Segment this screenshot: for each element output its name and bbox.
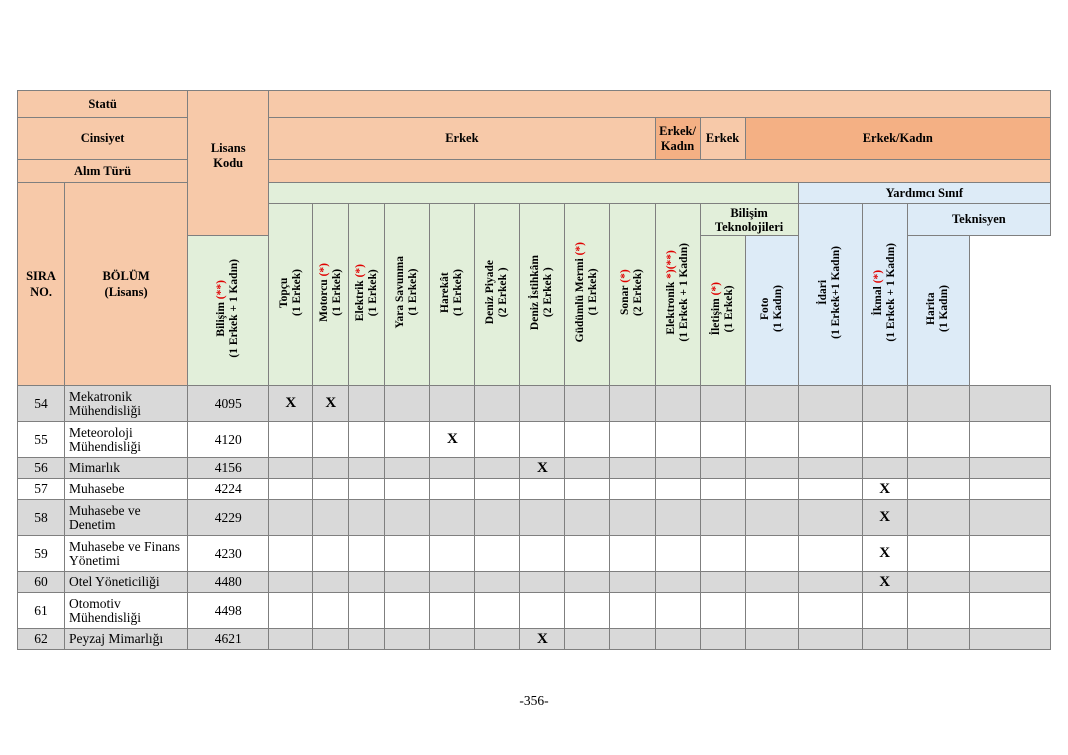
row-mark-cell (520, 593, 565, 629)
table-row (18, 500, 1051, 536)
row-mark-cell: X (313, 386, 349, 422)
row-bolum: Peyzaj Mimarlığı (65, 629, 188, 650)
elektronik-dstar: (**) (664, 250, 677, 270)
row-mark-cell (269, 629, 313, 650)
row-mark-cell (349, 629, 385, 650)
row-mark-cell (798, 536, 862, 572)
row-mark-cell (475, 458, 520, 479)
row-mark-cell (520, 536, 565, 572)
row-mark-cell (430, 386, 475, 422)
col-deniz-istihkam (520, 204, 565, 386)
row-mark-cell (798, 458, 862, 479)
row-mark-cell (655, 500, 700, 536)
sonar-label: Sonar (619, 285, 632, 316)
row-mark-cell (907, 629, 969, 650)
row-mark-cell (565, 572, 610, 593)
row-mark-cell (385, 500, 430, 536)
col-ikmal (862, 204, 907, 386)
gudumlu-mermi-label: Güdümlü Mermi (574, 258, 587, 343)
row-mark-cell (565, 536, 610, 572)
row-mark-cell (798, 593, 862, 629)
row-bolum: Muhasebe (65, 479, 188, 500)
col-motorcu (313, 204, 349, 386)
row-mark-cell (700, 386, 745, 422)
row-bolum: Muhasebe ve Denetim (65, 500, 188, 536)
row-mark-cell (798, 422, 862, 458)
col-harekat (430, 204, 475, 386)
col-yara-savunma (385, 204, 430, 386)
row-mark-cell (565, 479, 610, 500)
row-mark-cell (798, 629, 862, 650)
row-mark-cell (655, 422, 700, 458)
table-row (18, 479, 1051, 500)
col-harita (907, 236, 969, 386)
row-mark-cell (430, 458, 475, 479)
row-mark-cell (907, 422, 969, 458)
row-lisans-kodu: 4224 (188, 479, 269, 500)
row-mark-cell (969, 422, 1050, 458)
row-mark-cell (610, 536, 655, 572)
row-mark-cell (385, 458, 430, 479)
data-rows (18, 386, 1051, 650)
row-lisans-kodu: 4621 (188, 629, 269, 650)
row-number: 60 (18, 572, 65, 593)
row-mark-cell (475, 500, 520, 536)
col-idari (798, 204, 862, 386)
lisans-kodu-header (188, 91, 269, 236)
row-mark-cell (969, 386, 1050, 422)
row-lisans-kodu: 4498 (188, 593, 269, 629)
harita-count: (1 Kadın) (938, 285, 951, 332)
row-mark-cell (969, 629, 1050, 650)
row-mark-cell (269, 458, 313, 479)
row-mark-cell (745, 386, 798, 422)
row-mark-cell (745, 422, 798, 458)
idari-count: (1 Erkek+1 Kadın) (830, 246, 843, 339)
row-mark-cell (385, 572, 430, 593)
row-lisans-kodu: 4230 (188, 536, 269, 572)
row-number: 61 (18, 593, 65, 629)
bilisim-dstar: (**) (215, 280, 228, 300)
harekat-label: Harekât (439, 272, 452, 313)
row-mark-cell (430, 500, 475, 536)
row-mark-cell (349, 536, 385, 572)
table-row (18, 386, 1051, 422)
row-mark-cell (610, 386, 655, 422)
deniz-istihkam-count: (2 Erkek ) (542, 267, 555, 318)
row-bolum: Otomotiv Mühendisliği (65, 593, 188, 629)
elektronik-label: Elektronik (664, 281, 677, 335)
row-mark-cell: X (520, 629, 565, 650)
row-mark-cell (430, 572, 475, 593)
row-mark-cell (862, 593, 907, 629)
ikmal-star: (*) (871, 269, 884, 284)
row-mark-cell (385, 536, 430, 572)
row-lisans-kodu: 4095 (188, 386, 269, 422)
statu-label: Statü (18, 91, 188, 118)
row-mark-cell (565, 593, 610, 629)
row-mark-cell: X (862, 500, 907, 536)
table-row (18, 536, 1051, 572)
cinsiyet-erkek-kadin: Erkek/Kadın (745, 118, 1050, 160)
row-bolum: Mimarlık (65, 458, 188, 479)
row-mark-cell (475, 593, 520, 629)
row-mark-cell (349, 458, 385, 479)
row-mark-cell (475, 386, 520, 422)
row-mark-cell (313, 458, 349, 479)
row-mark-cell (745, 458, 798, 479)
row-mark-cell (269, 572, 313, 593)
bilisim-label: Bilişim (215, 302, 228, 337)
row-mark-cell (610, 572, 655, 593)
elektronik-count: (1 Erkek + 1 Kadın) (677, 243, 690, 342)
row-mark-cell (862, 422, 907, 458)
row-mark-cell: X (862, 572, 907, 593)
harekat-count: (1 Erkek) (452, 269, 465, 316)
row-mark-cell (430, 536, 475, 572)
row-bolum: Otel Yöneticiliği (65, 572, 188, 593)
row-mark-cell: X (269, 386, 313, 422)
row-lisans-kodu: 4120 (188, 422, 269, 458)
sira-no-header: SIRA NO. (18, 183, 65, 386)
branch-group-blank (269, 183, 798, 204)
sonar-count: (2 Erkek) (632, 269, 645, 316)
row-mark-cell (520, 386, 565, 422)
row-mark-cell (313, 572, 349, 593)
row-mark-cell (349, 593, 385, 629)
sonar-star: (*) (619, 269, 632, 284)
row-mark-cell (565, 458, 610, 479)
deniz-istihkam-label: Deniz İstihkâm (529, 254, 542, 331)
row-mark-cell (385, 386, 430, 422)
row-mark-cell (655, 572, 700, 593)
yara-savunma-label: Yara Savunma (394, 256, 407, 329)
deniz-piyade-count: (2 Erkek ) (497, 267, 510, 318)
deniz-piyade-label: Deniz Piyade (484, 260, 497, 325)
ikmal-count: (1 Erkek + 1 Kadın) (884, 243, 897, 342)
row-mark-cell (313, 500, 349, 536)
row-number: 54 (18, 386, 65, 422)
elektrik-label: Elektrik (353, 280, 366, 322)
row-mark-cell (969, 572, 1050, 593)
bolum-label: BÖLÜM (102, 269, 150, 283)
foto-label: Foto (758, 297, 771, 320)
bilisim-teknolojileri-header: Bilişim Teknolojileri (700, 204, 798, 236)
motorcu-star: (*) (317, 263, 330, 277)
row-mark-cell (610, 593, 655, 629)
elektrik-star: (*) (353, 263, 366, 278)
row-mark-cell (520, 422, 565, 458)
row-mark-cell (655, 479, 700, 500)
row-mark-cell (655, 386, 700, 422)
foto-count: (1 Kadın) (771, 285, 784, 332)
row-mark-cell (907, 458, 969, 479)
row-mark-cell (565, 422, 610, 458)
row-mark-cell (862, 629, 907, 650)
row-mark-cell (700, 500, 745, 536)
iletisim-count: (1 Erkek) (722, 285, 735, 332)
iletisim-star: (*) (709, 281, 722, 296)
row-mark-cell (745, 500, 798, 536)
row-mark-cell (520, 500, 565, 536)
row-mark-cell (862, 458, 907, 479)
col-sonar (610, 204, 655, 386)
motorcu-count: (1 Erkek) (330, 269, 343, 316)
bolum-sub-label: (Lisans) (104, 285, 148, 299)
row-mark-cell (798, 500, 862, 536)
gudumlu-mermi-star: (*) (574, 242, 587, 256)
row-mark-cell (475, 479, 520, 500)
col-deniz-piyade (475, 204, 520, 386)
row-mark-cell (655, 593, 700, 629)
cinsiyet-label: Cinsiyet (18, 118, 188, 160)
row-mark-cell (700, 479, 745, 500)
row-mark-cell (475, 572, 520, 593)
row-mark-cell (349, 500, 385, 536)
row-mark-cell (520, 479, 565, 500)
row-mark-cell: X (520, 458, 565, 479)
row-lisans-kodu: 4480 (188, 572, 269, 593)
row-mark-cell (907, 500, 969, 536)
row-mark-cell (269, 536, 313, 572)
row-mark-cell (655, 458, 700, 479)
row-mark-cell (610, 500, 655, 536)
row-mark-cell: X (862, 536, 907, 572)
col-elektronik (655, 204, 700, 386)
row-bolum: Muhasebe ve Finans Yönetimi (65, 536, 188, 572)
row-mark-cell (349, 572, 385, 593)
cinsiyet-erkek-kadin-small: Erkek/ Kadın (655, 118, 700, 160)
row-mark-cell (969, 536, 1050, 572)
row-mark-cell (907, 572, 969, 593)
page-number: -356- (519, 693, 549, 708)
row-mark-cell (313, 536, 349, 572)
row-mark-cell: X (862, 479, 907, 500)
row-mark-cell (385, 422, 430, 458)
col-iletisim (700, 236, 745, 386)
table-row (18, 422, 1051, 458)
row-mark-cell: X (430, 422, 475, 458)
row-mark-cell (475, 422, 520, 458)
harita-label: Harita (925, 292, 938, 325)
row-mark-cell (610, 422, 655, 458)
row-mark-cell (745, 536, 798, 572)
row-number: 55 (18, 422, 65, 458)
row-mark-cell (655, 629, 700, 650)
row-lisans-kodu: 4229 (188, 500, 269, 536)
elektrik-count: (1 Erkek) (366, 269, 379, 316)
row-mark-cell (798, 386, 862, 422)
row-mark-cell (969, 593, 1050, 629)
table-row (18, 593, 1051, 629)
row-mark-cell (610, 458, 655, 479)
row-mark-cell (907, 386, 969, 422)
row-mark-cell (430, 593, 475, 629)
row-number: 59 (18, 536, 65, 572)
yardimci-sinif-header: Yardımcı Sınıf (798, 183, 1050, 204)
quota-table (17, 90, 1051, 650)
table-row (18, 572, 1051, 593)
row-mark-cell (969, 458, 1050, 479)
row-mark-cell (798, 479, 862, 500)
row-mark-cell (313, 422, 349, 458)
alim-turu-label: Alım Türü (18, 160, 188, 183)
row-mark-cell (269, 422, 313, 458)
row-mark-cell (269, 593, 313, 629)
row-mark-cell (700, 572, 745, 593)
row-number: 56 (18, 458, 65, 479)
row-mark-cell (269, 479, 313, 500)
row-lisans-kodu: 4156 (188, 458, 269, 479)
row-mark-cell (349, 386, 385, 422)
row-mark-cell (907, 479, 969, 500)
row-mark-cell (700, 593, 745, 629)
row-mark-cell (313, 593, 349, 629)
row-number: 62 (18, 629, 65, 650)
table-row (18, 458, 1051, 479)
col-elektrik (349, 204, 385, 386)
row-mark-cell (430, 479, 475, 500)
row-mark-cell (565, 500, 610, 536)
row-mark-cell (475, 536, 520, 572)
row-mark-cell (969, 500, 1050, 536)
col-topcu (269, 204, 313, 386)
teknisyen-header: Teknisyen (907, 204, 1050, 236)
row-mark-cell (349, 479, 385, 500)
row-mark-cell (520, 572, 565, 593)
col-foto (745, 236, 798, 386)
row-mark-cell (430, 629, 475, 650)
row-mark-cell (907, 593, 969, 629)
row-mark-cell (565, 386, 610, 422)
row-mark-cell (349, 422, 385, 458)
ikmal-label: İkmal (871, 285, 884, 316)
row-bolum: Mekatronik Mühendisliği (65, 386, 188, 422)
row-mark-cell (700, 536, 745, 572)
col-gudumlu-mermi (565, 204, 610, 386)
row-mark-cell (313, 629, 349, 650)
row-number: 58 (18, 500, 65, 536)
row-mark-cell (565, 629, 610, 650)
gudumlu-mermi-count: (1 Erkek) (587, 269, 600, 316)
row-mark-cell (862, 386, 907, 422)
iletisim-label: İletişim (709, 298, 722, 336)
row-mark-cell (385, 593, 430, 629)
row-mark-cell (269, 500, 313, 536)
row-mark-cell (745, 593, 798, 629)
row-mark-cell (700, 458, 745, 479)
row-mark-cell (385, 629, 430, 650)
bilisim-count: (1 Erkek + 1 Kadın) (228, 259, 241, 358)
row-mark-cell (798, 572, 862, 593)
cinsiyet-erkek: Erkek (269, 118, 655, 160)
lisans-kodu-label: Lisans Kodu (210, 141, 246, 170)
row-mark-cell (745, 572, 798, 593)
motorcu-label: Motorcu (317, 279, 330, 322)
table-row (18, 629, 1051, 650)
row-mark-cell (745, 479, 798, 500)
row-bolum: Meteoroloji Mühendisliği (65, 422, 188, 458)
row-mark-cell (700, 422, 745, 458)
cinsiyet-erkek-single: Erkek (700, 118, 745, 160)
row-mark-cell (610, 629, 655, 650)
col-bilisim (188, 236, 269, 386)
row-mark-cell (700, 629, 745, 650)
row-mark-cell (969, 479, 1050, 500)
alim-turu-value (269, 160, 1051, 183)
row-mark-cell (475, 629, 520, 650)
statu-value (269, 91, 1051, 118)
topcu-count: (1 Erkek) (290, 269, 303, 316)
row-mark-cell (655, 536, 700, 572)
bolum-header (65, 183, 188, 386)
row-mark-cell (907, 536, 969, 572)
yara-savunma-count: (1 Erkek) (407, 269, 420, 316)
topcu-label: Topçu (277, 277, 290, 308)
idari-label: İdari (817, 280, 830, 305)
row-mark-cell (610, 479, 655, 500)
elektronik-star: *) (664, 269, 677, 280)
row-mark-cell (385, 479, 430, 500)
row-mark-cell (745, 629, 798, 650)
row-mark-cell (313, 479, 349, 500)
row-number: 57 (18, 479, 65, 500)
